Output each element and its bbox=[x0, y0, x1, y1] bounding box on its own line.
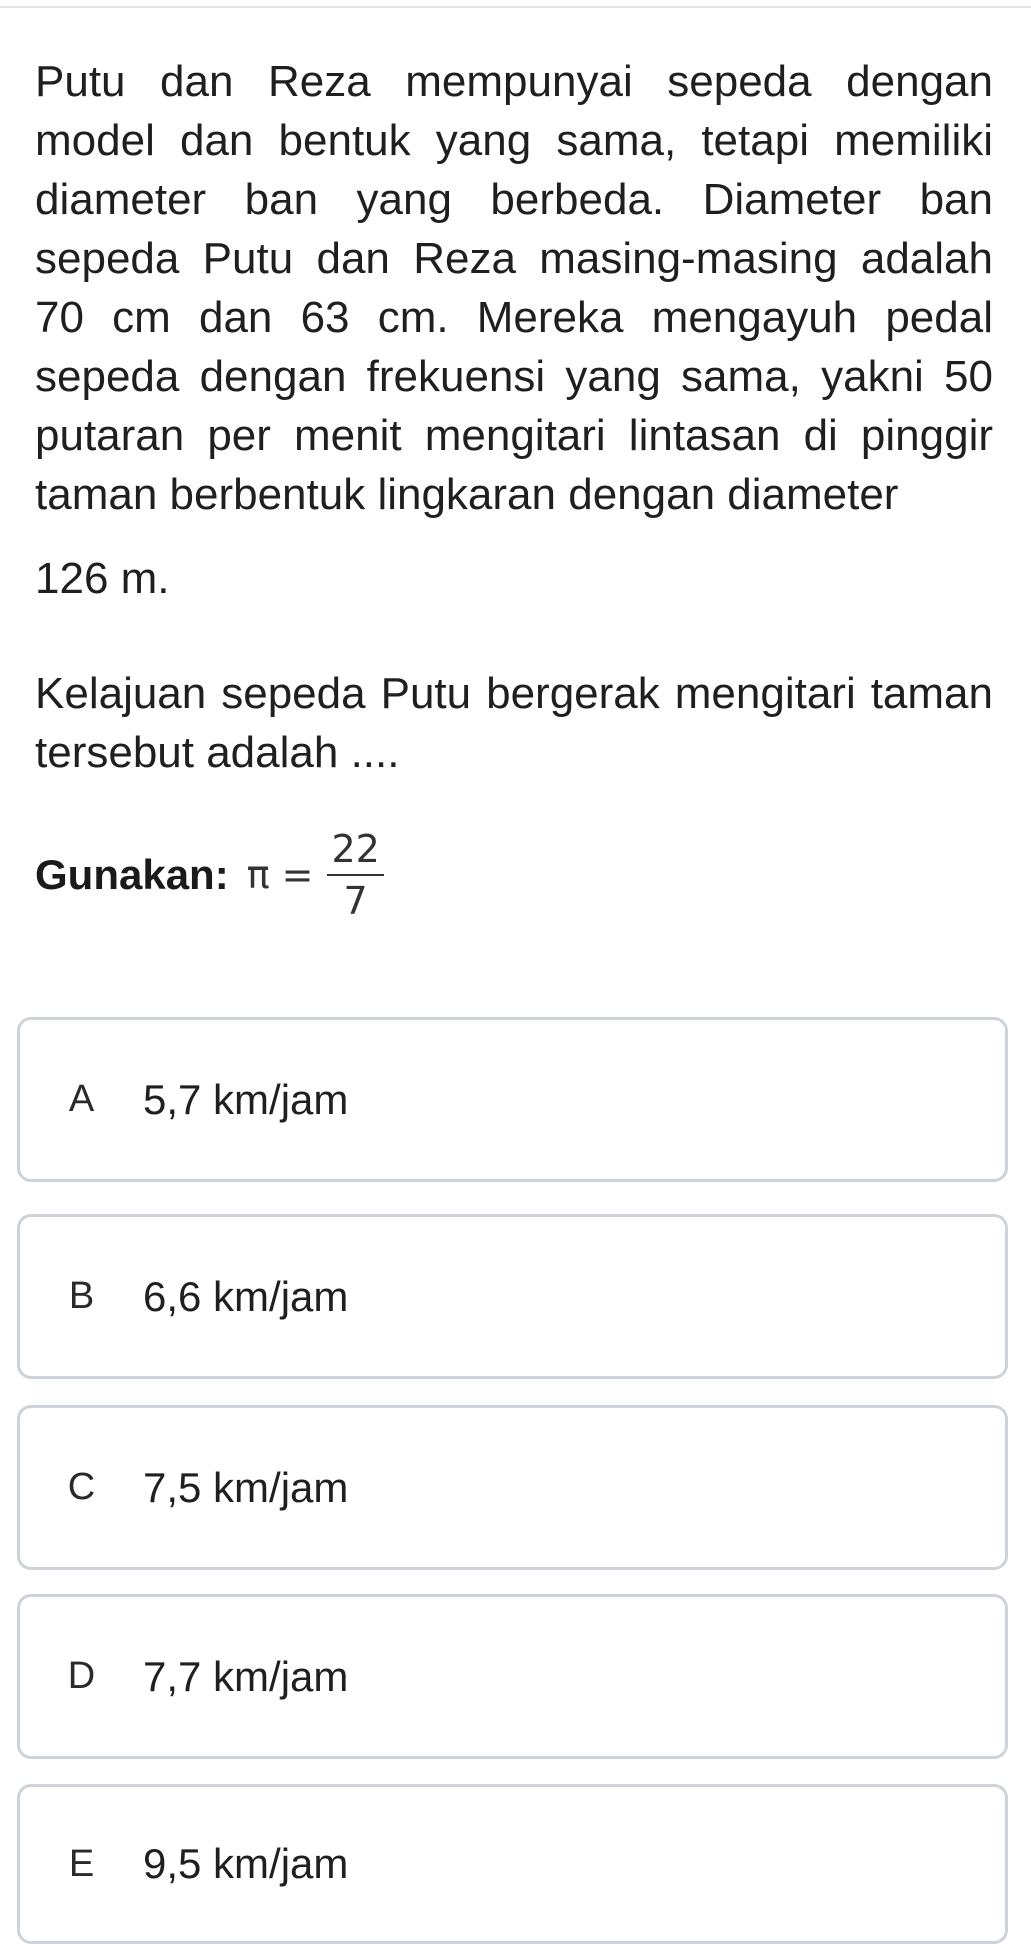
equals-sign: = bbox=[281, 853, 314, 897]
pi-symbol: π bbox=[246, 853, 270, 897]
option-text: 7,5 km/jam bbox=[143, 1463, 349, 1511]
pi-formula bbox=[247, 828, 384, 922]
answer-option-d[interactable] bbox=[17, 1594, 1008, 1759]
option-text: 7,7 km/jam bbox=[143, 1652, 349, 1700]
fraction bbox=[327, 828, 383, 922]
answer-option-b[interactable] bbox=[17, 1214, 1008, 1379]
option-letter: E bbox=[68, 1842, 95, 1885]
fraction-numerator: 22 bbox=[327, 828, 383, 876]
question-text-end: 126 m. bbox=[35, 554, 170, 603]
option-letter: C bbox=[67, 1466, 96, 1508]
formula-hint bbox=[35, 822, 384, 928]
option-text: 9,5 km/jam bbox=[143, 1840, 349, 1887]
fraction-denominator: 7 bbox=[343, 879, 368, 923]
answer-option-e[interactable] bbox=[17, 1784, 1008, 1944]
top-divider bbox=[0, 6, 1031, 8]
answer-option-c[interactable] bbox=[17, 1405, 1008, 1570]
answer-option-a[interactable] bbox=[17, 1017, 1008, 1182]
option-letter: B bbox=[68, 1275, 95, 1317]
option-text: 6,6 km/jam bbox=[143, 1272, 349, 1320]
hint-label: Gunakan: bbox=[35, 851, 229, 898]
option-text: 5,7 km/jam bbox=[143, 1075, 349, 1123]
option-letter: A bbox=[68, 1078, 95, 1120]
option-letter: D bbox=[67, 1655, 96, 1697]
question-text: Putu dan Reza mempunyai sepeda dengan model dan bentuk yang sama, tetapi memiliki diameter ban yang berbeda. Diameter ban sepeda Putu dan Reza masing-masing adalah 70 cm dan 63 cm. Mereka mengayuh pedal sepeda dengan frekuensi yang sama, yakni 50 putaran per menit mengitari lintasan di pinggir taman berbentuk lingkaran dengan diameter bbox=[35, 57, 993, 519]
question-prompt: Kelajuan sepeda Putu bergerak mengitari taman tersebut adalah .... bbox=[35, 669, 993, 777]
